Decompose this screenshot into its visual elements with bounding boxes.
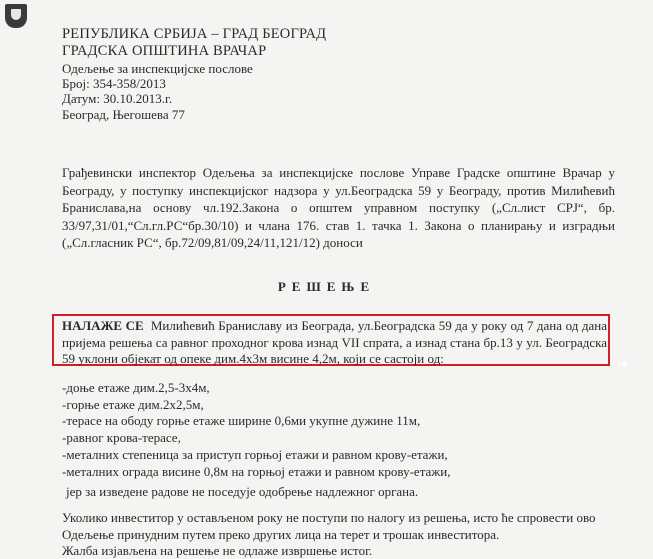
items-list <box>62 380 451 480</box>
bird-watermark-icon: ❧ <box>617 356 631 373</box>
list-item: -равног крова-терасе, <box>62 430 181 446</box>
header-republic: РЕПУБЛИКА СРБИЈА – ГРАД БЕОГРАД <box>62 26 327 42</box>
list-item: -горње етаже дим.2х2,5м, <box>62 396 204 412</box>
header-address: Београд, Његошева 77 <box>62 107 185 122</box>
list-item: -металних степеница за приступ горњој етажи и равном крову-етажи, <box>62 446 448 462</box>
order-lead: НАЛАЖЕ СЕ <box>62 318 144 333</box>
order-text: Милићевић Браниславу из Београда, ул.Београдска 59 да у року од 7 дана од дана пријема решења са равног проходног крова изнад VII спрата, а изнад стана бр.13 у ул. Београдска 59 уклони објекат од опеке дим.4х3м висине 4,2м, који се састоји од: <box>62 318 607 366</box>
header-municipality: ГРАДСКА ОПШТИНА ВРАЧАР <box>62 43 267 59</box>
reason-line: јер за изведене радове не поседује одобрење надлежног органа. <box>66 484 419 499</box>
header-department: Одељење за инспекцијске послове <box>62 61 253 76</box>
closing-line-1: Уколико инвеститор у остављеном року не поступи по налогу из решења, исто ће спровести ово <box>62 510 596 525</box>
closing-line-3: Жалба изјављена на решење не одлаже извршење истог. <box>62 543 373 558</box>
closing-line-2: Одељење принудним путем преко других лица на терет и трошак инвеститора. <box>62 527 500 542</box>
header-number: Број: 354-358/2013 <box>62 76 166 91</box>
header-date: Датум: 30.10.2013.г. <box>62 91 173 106</box>
decision-title: РЕШЕЊЕ <box>277 279 376 294</box>
list-item: -доње етаже дим.2,5-3х4м, <box>62 380 210 395</box>
order-paragraph <box>62 318 607 368</box>
list-item: -терасе на ободу горње етаже ширине 0,6ми укупне дужине 11м, <box>62 413 421 429</box>
list-item: -металних ограда висине 0,8м на горњој етажи и равном крову-етажи, <box>62 463 451 479</box>
intro-paragraph: Грађевински инспектор Одељења за инспекцијске послове Управе Градске општине Врачар у Београду, у поступку инспекцијског надзора у ул.Београдска 59 у Београду, против Милићевић Бранислава,на основу чл.192.Закона о општем управном поступку („Сл.лист СРЈ“, бр. 33/97,31/01,“Сл.гл.РС“бр.30/10) и члана 176. став 1. тачка 1. Закона о планирању и изградњи („Сл.гласник РС“, бр.72/09,81/09,24/11,121/12) доноси <box>62 165 615 250</box>
coat-of-arms-icon <box>5 4 27 28</box>
